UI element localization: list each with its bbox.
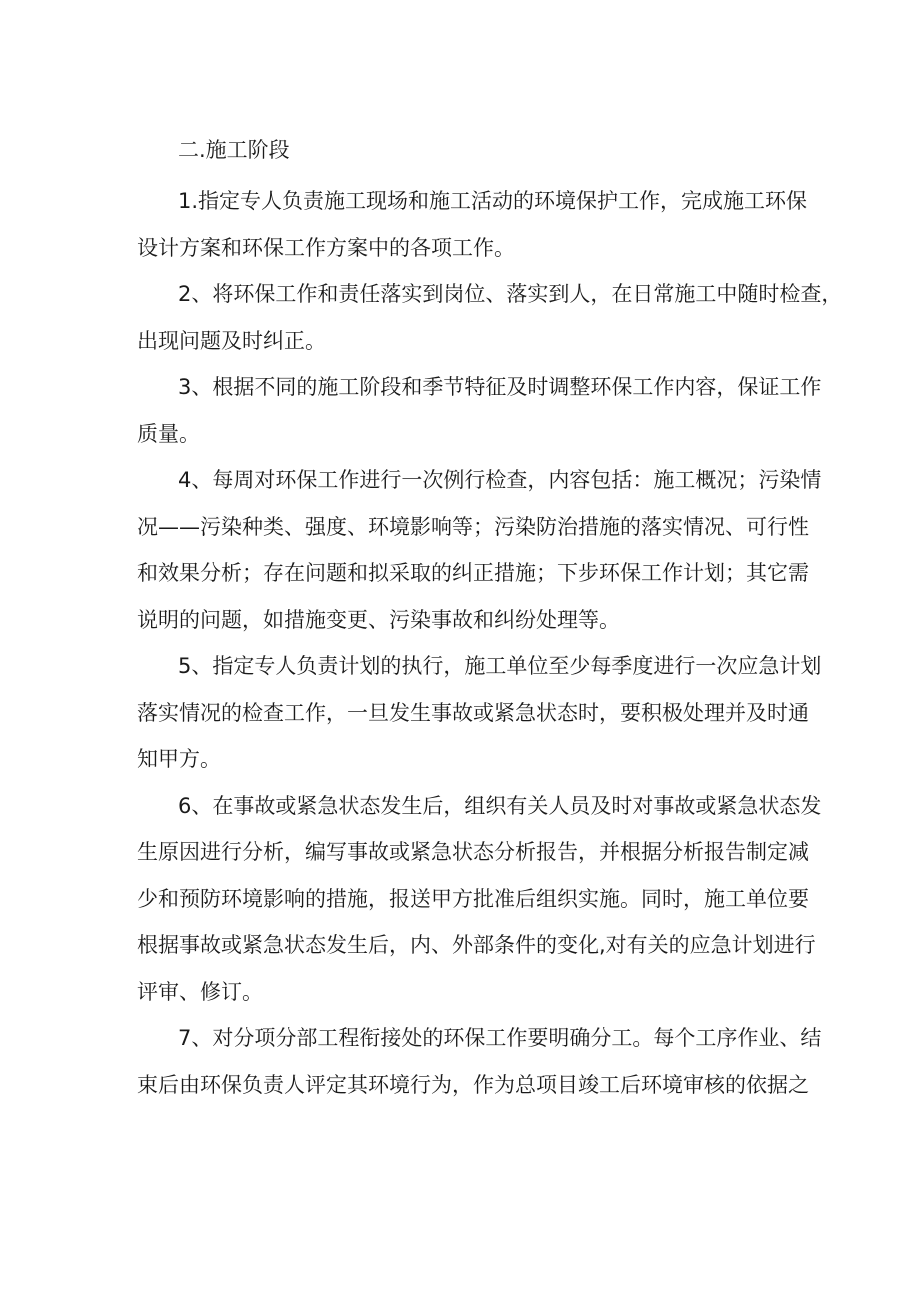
paragraph-line: 6、在事故或紧急状态发生后，组织有关人员及时对事故或紧急状态发 bbox=[178, 793, 822, 818]
paragraph-line: 落实情况的检查工作，一旦发生事故或紧急状态时，要积极处理并及时通 bbox=[137, 700, 809, 725]
paragraph-line: 1.指定专人负责施工现场和施工活动的环境保护工作，完成施工环保 bbox=[178, 189, 808, 213]
paragraph-line: 评审、修订。 bbox=[137, 979, 263, 1004]
paragraph-7 bbox=[137, 1015, 822, 1108]
document-page bbox=[137, 132, 843, 1108]
paragraph-3 bbox=[137, 364, 822, 457]
paragraph-line: 生原因进行分析，编写事故或紧急状态分析报告，并根据分析报告制定减 bbox=[137, 840, 809, 864]
paragraph-line: 质量。 bbox=[137, 421, 200, 446]
paragraph-line: 知甲方。 bbox=[137, 747, 221, 771]
paragraph-2 bbox=[137, 271, 843, 364]
paragraph-line: 设计方案和环保工作方案中的各项工作。 bbox=[137, 235, 515, 260]
paragraph-line: 2、将环保工作和责任落实到岗位、落实到人，在日常施工中随时检查， bbox=[178, 282, 843, 306]
section-heading: 二.施工阶段 bbox=[178, 138, 290, 162]
paragraph-line: 3、根据不同的施工阶段和季节特征及时调整环保工作内容，保证工作 bbox=[178, 375, 822, 399]
paragraph-line: 7、对分项分部工程衔接处的环保工作要明确分工。每个工序作业、结 bbox=[178, 1026, 822, 1050]
paragraph-line: 说明的问题，如措施变更、污染事故和纠纷处理等。 bbox=[137, 607, 620, 632]
paragraph-line: 根据事故或紧急状态发生后，内、外部条件的变化,对有关的应急计划进行 bbox=[137, 933, 816, 957]
paragraph-line: 4、每周对环保工作进行一次例行检查，内容包括：施工概况；污染情 bbox=[178, 468, 822, 492]
paragraph-5 bbox=[137, 643, 822, 783]
paragraph-4 bbox=[137, 457, 822, 643]
paragraph-line: 出现问题及时纠正。 bbox=[137, 328, 326, 353]
paragraph-line: 少和预防环境影响的措施，报送甲方批准后组织实施。同时，施工单位要 bbox=[137, 886, 809, 911]
paragraph-6 bbox=[137, 783, 822, 1016]
paragraph-1 bbox=[137, 178, 808, 271]
paragraph-line: 束后由环保负责人评定其环境行为，作为总项目竣工后环境审核的依据之 bbox=[137, 1072, 809, 1097]
paragraph-line: 和效果分析；存在问题和拟采取的纠正措施；下步环保工作计划；其它需 bbox=[137, 561, 809, 585]
paragraph-line: 5、指定专人负责计划的执行，施工单位至少每季度进行一次应急计划 bbox=[178, 654, 822, 678]
paragraph-line: 况——污染种类、强度、环境影响等；污染防治措施的落实情况、可行性 bbox=[137, 514, 809, 539]
